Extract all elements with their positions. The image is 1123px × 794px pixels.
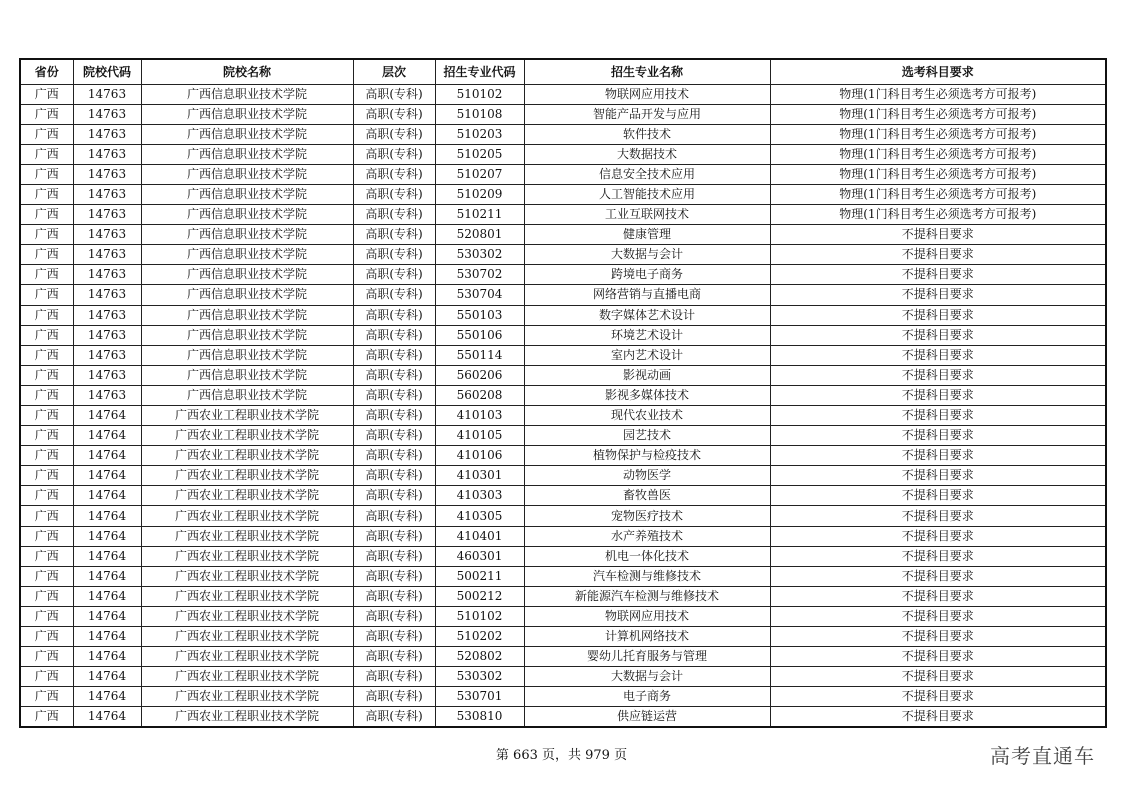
table-body [20,84,1106,727]
cell-level: 高职(专科) [353,305,435,325]
cell-school-code: 14764 [73,566,141,586]
cell-school-code: 14763 [73,385,141,405]
cell-school-name: 广西农业工程职业技术学院 [141,667,353,687]
cell-major-name: 园艺技术 [524,426,770,446]
cell-level: 高职(专科) [353,446,435,466]
cell-province: 广西 [20,104,73,124]
cell-major-code: 510211 [435,205,524,225]
cell-province: 广西 [20,606,73,626]
table-row [20,124,1106,144]
cell-school-name: 广西信息职业技术学院 [141,245,353,265]
table-row [20,647,1106,667]
cell-province: 广西 [20,245,73,265]
cell-school-name: 广西农业工程职业技术学院 [141,406,353,426]
cell-major-code: 530701 [435,687,524,707]
cell-province: 广西 [20,305,73,325]
cell-major-code: 550103 [435,305,524,325]
cell-major-name: 电子商务 [524,687,770,707]
cell-level: 高职(专科) [353,526,435,546]
cell-major-code: 510102 [435,606,524,626]
cell-school-code: 14763 [73,144,141,164]
cell-major-code: 500211 [435,566,524,586]
cell-school-name: 广西农业工程职业技术学院 [141,546,353,566]
cell-school-name: 广西农业工程职业技术学院 [141,627,353,647]
table-row [20,104,1106,124]
cell-province: 广西 [20,184,73,204]
header-school-code: 院校代码 [73,59,141,84]
cell-major-code: 560206 [435,365,524,385]
cell-school-code: 14764 [73,707,141,728]
cell-major-code: 520802 [435,647,524,667]
cell-school-code: 14763 [73,345,141,365]
table-row [20,245,1106,265]
cell-school-code: 14764 [73,647,141,667]
table-row [20,184,1106,204]
cell-level: 高职(专科) [353,265,435,285]
cell-province: 广西 [20,486,73,506]
cell-school-code: 14764 [73,546,141,566]
admission-table [19,58,1107,728]
cell-major-name: 新能源汽车检测与维修技术 [524,586,770,606]
cell-subject-requirement: 不提科目要求 [770,667,1106,687]
table-row [20,707,1106,728]
cell-school-code: 14763 [73,184,141,204]
header-major-name: 招生专业名称 [524,59,770,84]
cell-major-name: 智能产品开发与应用 [524,104,770,124]
cell-province: 广西 [20,687,73,707]
table-row [20,265,1106,285]
cell-level: 高职(专科) [353,345,435,365]
cell-level: 高职(专科) [353,466,435,486]
table-row [20,627,1106,647]
cell-province: 广西 [20,225,73,245]
cell-province: 广西 [20,345,73,365]
cell-school-name: 广西信息职业技术学院 [141,164,353,184]
cell-province: 广西 [20,647,73,667]
cell-major-code: 530702 [435,265,524,285]
cell-province: 广西 [20,446,73,466]
cell-school-name: 广西农业工程职业技术学院 [141,707,353,728]
cell-major-code: 530704 [435,285,524,305]
cell-major-code: 410301 [435,466,524,486]
cell-major-name: 物联网应用技术 [524,606,770,626]
cell-level: 高职(专科) [353,566,435,586]
cell-school-code: 14764 [73,586,141,606]
cell-province: 广西 [20,385,73,405]
cell-province: 广西 [20,707,73,728]
cell-school-name: 广西农业工程职业技术学院 [141,586,353,606]
cell-school-code: 14764 [73,426,141,446]
cell-major-name: 婴幼儿托育服务与管理 [524,647,770,667]
table-row [20,466,1106,486]
table-row [20,406,1106,426]
cell-school-code: 14764 [73,627,141,647]
cell-major-code: 530302 [435,245,524,265]
cell-level: 高职(专科) [353,406,435,426]
table-row [20,285,1106,305]
admission-table-container [19,58,1105,728]
cell-subject-requirement: 不提科目要求 [770,566,1106,586]
cell-subject-requirement: 不提科目要求 [770,506,1106,526]
cell-level: 高职(专科) [353,184,435,204]
cell-major-code: 520801 [435,225,524,245]
cell-major-code: 510102 [435,84,524,104]
cell-level: 高职(专科) [353,426,435,446]
cell-school-code: 14764 [73,486,141,506]
cell-school-name: 广西农业工程职业技术学院 [141,526,353,546]
cell-subject-requirement: 不提科目要求 [770,627,1106,647]
cell-school-code: 14764 [73,687,141,707]
cell-major-name: 健康管理 [524,225,770,245]
cell-school-name: 广西农业工程职业技术学院 [141,566,353,586]
cell-school-code: 14764 [73,526,141,546]
cell-major-name: 软件技术 [524,124,770,144]
cell-major-name: 畜牧兽医 [524,486,770,506]
cell-major-code: 510108 [435,104,524,124]
cell-level: 高职(专科) [353,225,435,245]
cell-school-code: 14764 [73,406,141,426]
cell-level: 高职(专科) [353,365,435,385]
cell-major-code: 560208 [435,385,524,405]
cell-major-code: 510209 [435,184,524,204]
cell-school-code: 14763 [73,84,141,104]
cell-school-code: 14764 [73,446,141,466]
cell-province: 广西 [20,546,73,566]
cell-school-name: 广西农业工程职业技术学院 [141,446,353,466]
cell-province: 广西 [20,144,73,164]
cell-province: 广西 [20,285,73,305]
cell-major-name: 现代农业技术 [524,406,770,426]
cell-subject-requirement: 不提科目要求 [770,305,1106,325]
cell-school-name: 广西信息职业技术学院 [141,285,353,305]
cell-level: 高职(专科) [353,144,435,164]
cell-subject-requirement: 不提科目要求 [770,426,1106,446]
cell-school-name: 广西农业工程职业技术学院 [141,506,353,526]
cell-major-name: 信息安全技术应用 [524,164,770,184]
header-province: 省份 [20,59,73,84]
cell-major-code: 550106 [435,325,524,345]
cell-level: 高职(专科) [353,385,435,405]
cell-school-name: 广西农业工程职业技术学院 [141,466,353,486]
cell-school-code: 14763 [73,205,141,225]
cell-school-name: 广西信息职业技术学院 [141,144,353,164]
cell-level: 高职(专科) [353,687,435,707]
cell-province: 广西 [20,466,73,486]
table-row [20,486,1106,506]
cell-school-name: 广西信息职业技术学院 [141,184,353,204]
cell-subject-requirement: 物理(1门科目考生必须选考方可报考) [770,164,1106,184]
cell-province: 广西 [20,325,73,345]
cell-subject-requirement: 物理(1门科目考生必须选考方可报考) [770,144,1106,164]
table-row [20,446,1106,466]
cell-major-name: 计算机网络技术 [524,627,770,647]
cell-province: 广西 [20,586,73,606]
cell-school-name: 广西农业工程职业技术学院 [141,687,353,707]
cell-subject-requirement: 物理(1门科目考生必须选考方可报考) [770,104,1106,124]
cell-school-code: 14764 [73,506,141,526]
cell-school-code: 14764 [73,606,141,626]
cell-major-name: 宠物医疗技术 [524,506,770,526]
cell-school-code: 14764 [73,466,141,486]
cell-level: 高职(专科) [353,285,435,305]
cell-school-name: 广西农业工程职业技术学院 [141,606,353,626]
cell-major-name: 物联网应用技术 [524,84,770,104]
cell-province: 广西 [20,124,73,144]
cell-major-name: 大数据与会计 [524,667,770,687]
header-subject-requirement: 选考科目要求 [770,59,1106,84]
cell-major-name: 大数据与会计 [524,245,770,265]
cell-level: 高职(专科) [353,84,435,104]
cell-province: 广西 [20,566,73,586]
cell-school-name: 广西信息职业技术学院 [141,345,353,365]
cell-subject-requirement: 不提科目要求 [770,647,1106,667]
table-row [20,606,1106,626]
cell-school-name: 广西农业工程职业技术学院 [141,426,353,446]
cell-major-code: 410305 [435,506,524,526]
cell-province: 广西 [20,426,73,446]
cell-subject-requirement: 不提科目要求 [770,245,1106,265]
cell-subject-requirement: 不提科目要求 [770,446,1106,466]
cell-major-code: 410303 [435,486,524,506]
cell-major-name: 环境艺术设计 [524,325,770,345]
table-row [20,205,1106,225]
table-row [20,144,1106,164]
cell-major-code: 410401 [435,526,524,546]
cell-school-code: 14764 [73,667,141,687]
table-row [20,667,1106,687]
cell-level: 高职(专科) [353,104,435,124]
table-row [20,526,1106,546]
table-row [20,84,1106,104]
cell-major-code: 500212 [435,586,524,606]
cell-school-code: 14763 [73,305,141,325]
cell-level: 高职(专科) [353,606,435,626]
table-row [20,365,1106,385]
table-row [20,506,1106,526]
cell-province: 广西 [20,526,73,546]
cell-school-name: 广西信息职业技术学院 [141,205,353,225]
cell-major-name: 供应链运营 [524,707,770,728]
cell-major-code: 510207 [435,164,524,184]
cell-major-code: 510205 [435,144,524,164]
cell-major-name: 大数据技术 [524,144,770,164]
cell-province: 广西 [20,84,73,104]
table-row [20,305,1106,325]
header-major-code: 招生专业代码 [435,59,524,84]
header-level: 层次 [353,59,435,84]
cell-province: 广西 [20,667,73,687]
cell-subject-requirement: 物理(1门科目考生必须选考方可报考) [770,124,1106,144]
cell-school-code: 14763 [73,285,141,305]
table-row [20,164,1106,184]
cell-school-name: 广西信息职业技术学院 [141,325,353,345]
cell-subject-requirement: 不提科目要求 [770,325,1106,345]
cell-major-code: 410105 [435,426,524,446]
cell-school-code: 14763 [73,365,141,385]
cell-school-code: 14763 [73,265,141,285]
cell-level: 高职(专科) [353,707,435,728]
cell-major-code: 460301 [435,546,524,566]
cell-province: 广西 [20,365,73,385]
cell-school-name: 广西信息职业技术学院 [141,265,353,285]
cell-school-name: 广西信息职业技术学院 [141,385,353,405]
cell-major-name: 汽车检测与维修技术 [524,566,770,586]
table-row [20,546,1106,566]
cell-school-name: 广西信息职业技术学院 [141,305,353,325]
cell-subject-requirement: 不提科目要求 [770,345,1106,365]
cell-major-name: 室内艺术设计 [524,345,770,365]
cell-subject-requirement: 物理(1门科目考生必须选考方可报考) [770,184,1106,204]
cell-subject-requirement: 不提科目要求 [770,687,1106,707]
cell-major-name: 跨境电子商务 [524,265,770,285]
cell-subject-requirement: 不提科目要求 [770,526,1106,546]
cell-school-name: 广西农业工程职业技术学院 [141,486,353,506]
cell-subject-requirement: 不提科目要求 [770,365,1106,385]
table-row [20,586,1106,606]
cell-school-code: 14763 [73,245,141,265]
cell-major-name: 网络营销与直播电商 [524,285,770,305]
cell-level: 高职(专科) [353,586,435,606]
cell-major-name: 人工智能技术应用 [524,184,770,204]
cell-major-name: 影视动画 [524,365,770,385]
cell-major-name: 动物医学 [524,466,770,486]
cell-school-name: 广西信息职业技术学院 [141,104,353,124]
cell-subject-requirement: 物理(1门科目考生必须选考方可报考) [770,84,1106,104]
cell-major-name: 植物保护与检疫技术 [524,446,770,466]
cell-province: 广西 [20,406,73,426]
cell-level: 高职(专科) [353,546,435,566]
cell-subject-requirement: 不提科目要求 [770,265,1106,285]
cell-major-code: 510202 [435,627,524,647]
cell-level: 高职(专科) [353,667,435,687]
cell-school-name: 广西信息职业技术学院 [141,84,353,104]
cell-subject-requirement: 不提科目要求 [770,385,1106,405]
header-school-name: 院校名称 [141,59,353,84]
cell-subject-requirement: 不提科目要求 [770,466,1106,486]
cell-level: 高职(专科) [353,506,435,526]
cell-subject-requirement: 不提科目要求 [770,406,1106,426]
cell-major-code: 510203 [435,124,524,144]
cell-school-code: 14763 [73,325,141,345]
cell-school-name: 广西信息职业技术学院 [141,365,353,385]
cell-major-name: 水产养殖技术 [524,526,770,546]
cell-province: 广西 [20,506,73,526]
cell-subject-requirement: 不提科目要求 [770,586,1106,606]
table-row [20,325,1106,345]
cell-major-name: 数字媒体艺术设计 [524,305,770,325]
cell-level: 高职(专科) [353,627,435,647]
cell-school-name: 广西信息职业技术学院 [141,225,353,245]
cell-school-code: 14763 [73,104,141,124]
page-number: 第 663 页，共 979 页 [495,748,628,763]
cell-subject-requirement: 不提科目要求 [770,486,1106,506]
cell-major-code: 410103 [435,406,524,426]
cell-major-name: 影视多媒体技术 [524,385,770,405]
table-row [20,385,1106,405]
cell-major-code: 530302 [435,667,524,687]
cell-level: 高职(专科) [353,325,435,345]
cell-major-name: 工业互联网技术 [524,205,770,225]
cell-subject-requirement: 不提科目要求 [770,225,1106,245]
table-row [20,566,1106,586]
cell-level: 高职(专科) [353,205,435,225]
table-row [20,225,1106,245]
cell-province: 广西 [20,164,73,184]
cell-subject-requirement: 不提科目要求 [770,285,1106,305]
table-row [20,687,1106,707]
cell-level: 高职(专科) [353,124,435,144]
table-row [20,426,1106,446]
table-row [20,345,1106,365]
cell-level: 高职(专科) [353,164,435,184]
cell-subject-requirement: 不提科目要求 [770,707,1106,728]
cell-province: 广西 [20,265,73,285]
cell-school-code: 14763 [73,124,141,144]
watermark-text: 高考直通车 [990,744,1095,768]
cell-major-name: 机电一体化技术 [524,546,770,566]
cell-subject-requirement: 物理(1门科目考生必须选考方可报考) [770,205,1106,225]
cell-school-code: 14763 [73,164,141,184]
cell-school-code: 14763 [73,225,141,245]
cell-level: 高职(专科) [353,245,435,265]
table-header-row [20,59,1106,84]
cell-major-code: 530810 [435,707,524,728]
cell-level: 高职(专科) [353,486,435,506]
cell-province: 广西 [20,205,73,225]
cell-subject-requirement: 不提科目要求 [770,606,1106,626]
cell-major-code: 410106 [435,446,524,466]
cell-province: 广西 [20,627,73,647]
cell-level: 高职(专科) [353,647,435,667]
cell-school-name: 广西信息职业技术学院 [141,124,353,144]
cell-subject-requirement: 不提科目要求 [770,546,1106,566]
cell-major-code: 550114 [435,345,524,365]
cell-school-name: 广西农业工程职业技术学院 [141,647,353,667]
